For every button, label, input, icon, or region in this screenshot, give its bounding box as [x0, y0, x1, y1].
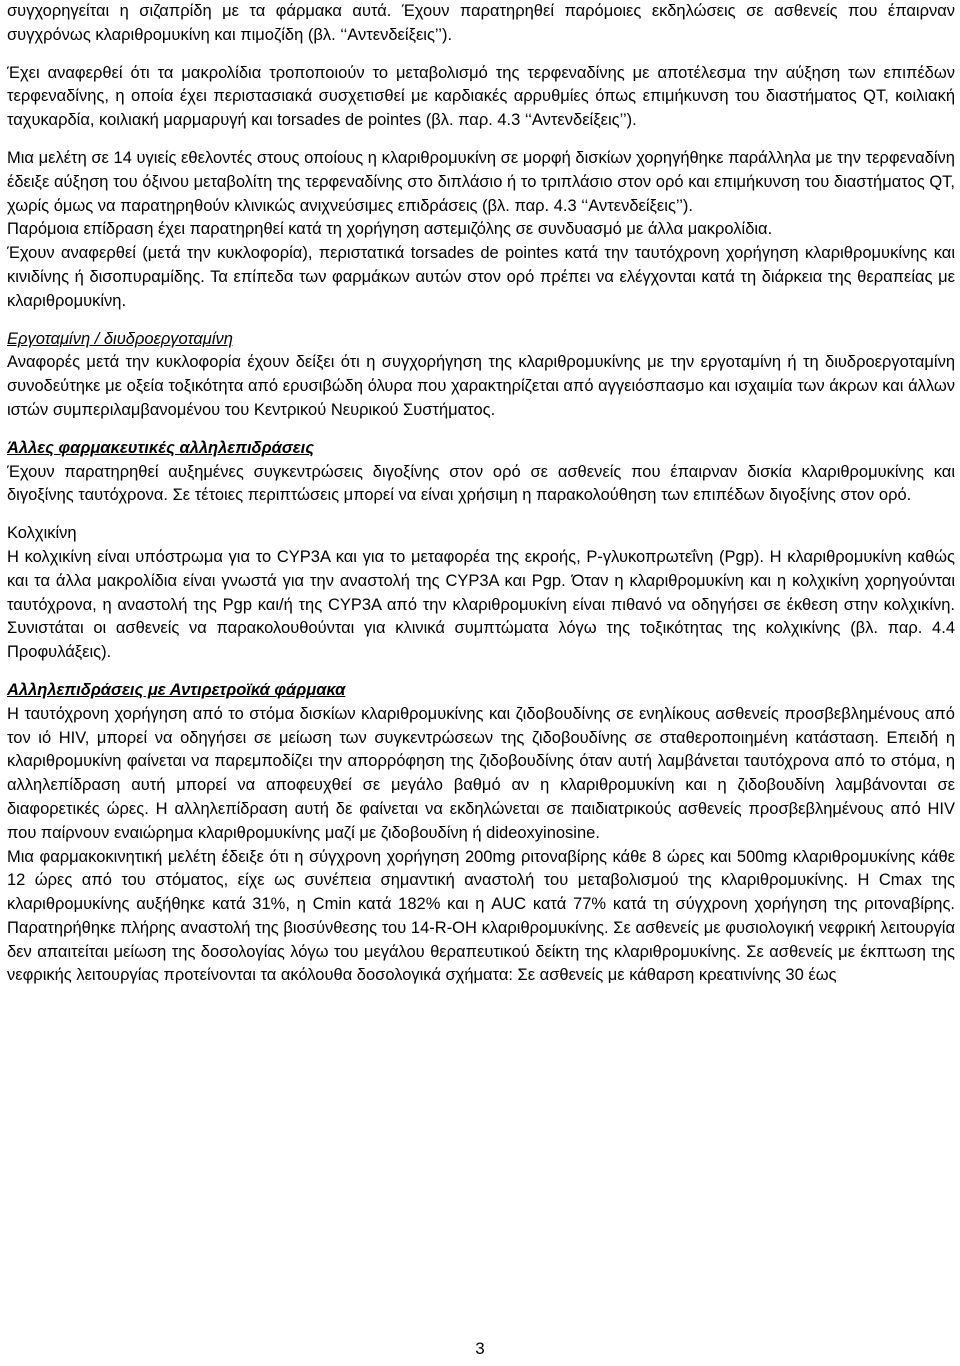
paragraph-cisapride-pimozide: συγχορηγείται η σιζαπρίδη με τα φάρμακα αυτά. Έχουν παρατηρηθεί παρόμοιες εκδηλώσεις σε ασθενείς που έπαιρναν συγχρόνως κλαριθρομυκίνη και πιμοζίδη (βλ. ‘‘Αντενδείξεις’’).: [7, 2, 955, 44]
paragraph-ritonavir: Μια φαρμακοκινητική μελέτη έδειξε ότι η σύγχρονη χορήγηση 200mg ριτοναβίρης κάθε 8 ώρες και 500mg κλαριθρομυκίνης κάθε 12 ώρες από του στόματος, είχε ως συνέπεια σημαντική αναστολή του μεταβολισμού της κλαριθρομυκίνης. Η Cmax της κλαριθρομυκίνης αυξήθηκε κατά 31%, η Cmin κατά 182% και η AUC κατά 77% κατά τη σύγχρονη χορήγηση της ριτοναβίρης. Παρατηρήθηκε πλήρης αναστολή της βιοσύνθεσης του 14-R-OH κλαριθρομυκίνης. Σε ασθενείς με φυσιολογική νεφρική λειτουργία δεν απαιτείται μείωση της δοσολογίας λόγω του μεγάλου θεραπευτικού δείκτη της κλαριθρομυκίνης. Σε ασθενείς με έκπτωση της νεφρικής λειτουργίας προτείνονται τα ακόλουθα δοσολογικά σχήματα: Σε ασθενείς με κάθαρση κρεατινίνης 30 έως: [7, 847, 955, 985]
paragraph-quinidine-disopyramide: Έχουν αναφερθεί (μετά την κυκλοφορία), περιστατικά torsades de pointes κατά την ταυτόχρονη χορήγηση κλαριθρομυκίνης και κινιδίνης ή δισοπυραμίδης. Τα επίπεδα των φαρμάκων αυτών στον ορό πρέπει να ελέγχονται κατά τη διάρκεια της θεραπείας με κλαριθρομυκίνη.: [7, 244, 955, 310]
paragraph-terfenadine-study: Μια μελέτη σε 14 υγιείς εθελοντές στους οποίους η κλαριθρομυκίνη σε μορφή δισκίων χορηγήθηκε παράλληλα με την τερφεναδίνη έδειξε αύξηση του όξινου μεταβολίτη της τερφεναδίνης στο διπλάσιο ή το τριπλάσιο στον ορό και επιμήκυνση του διαστήματος QT, χωρίς όμως να παρατηρηθούν κλινικώς ανιχνεύσιμες επιδράσεις (βλ. παρ. 4.3 ‘‘Αντενδείξεις’’).: [7, 148, 955, 215]
paragraph-zidovudine: Η ταυτόχρονη χορήγηση από το στόμα δισκίων κλαριθρομυκίνης και ζιδοβουδίνης σε ενηλίκους ασθενείς προσβεβλημένους από τον ιό HIV, μπορεί να οδηγήσει σε μείωση των συγκεντρώσεων της ζιδοβουδίνης σε σταθεροποιημένη κατάσταση. Επειδή η κλαριθρομυκίνη φαίνεται να παρεμποδίζει την απορρόφηση της ζιδοβουδίνης όταν αυτή λαμβάνεται ταυτόχρονα από το στόμα, η αλληλεπίδραση αυτή μπορεί να αποφευχθεί σε μεγάλο βαθμό αν η κλαριθρομυκίνη και η ζιδοβουδίνη λαμβάνονται σε διαφορετικές ώρες. Η αλληλεπίδραση αυτή δε φαίνεται να εκδηλώνεται σε παιδιατρικούς ασθενείς προσβεβλημένους από HIV που παίρνουν εναιώρημα κλαριθρομυκίνης μαζί με ζιδοβουδίνη ή dideoxyinosine.: [7, 704, 955, 842]
document-page: [7, 0, 955, 988]
paragraph-gap: [7, 665, 955, 679]
paragraph-terfenadine-macrolides: Έχει αναφερθεί ότι τα μακρολίδια τροποποιούν το μεταβολισμό της τερφεναδίνης με αποτέλεσμα την αύξηση των επιπέδων τερφεναδίνης, η οποία έχει περιστασιακά συσχετισθεί με καρδιακές αρρυθμίες όπως επιμήκυνση του διαστήματος QT, κοιλιακή ταχυκαρδία, κοιλιακή μαρμαρυγή και torsades de pointes (βλ. παρ. 4.3 ‘‘Αντενδείξεις’’).: [7, 63, 955, 130]
paragraph-gap: [7, 48, 955, 62]
paragraph-digoxin: Έχουν παρατηρηθεί αυξημένες συγκεντρώσεις διγοξίνης στον ορό σε ασθενείς που έπαιρναν δισκία κλαριθρομυκίνης και διγοξίνης ταυτόχρονα. Σε τέτοιες περιπτώσεις μπορεί να είναι χρήσιμη η παρακολούθηση των επιπέδων διγοξίνης στον ορό.: [7, 462, 955, 505]
paragraph-colchicine: Η κολχικίνη είναι υπόστρωμα για το CYP3A και για το μεταφορέα της εκροής, P-γλυκοπρωτεΐνη (Pgp). Η κλαριθρομυκίνη καθώς και τα άλλα μακρολίδια είναι γνωστά για την αναστολή της CYP3A και Pgp. Όταν η κλαριθρομυκίνη και η κολχικίνη χορηγούνται ταυτόχρονα, η αναστολή της Pgp και/ή της CYP3A από την κλαριθρομυκίνη είναι πιθανό να οδηγήσει σε έκθεση στην κολχικίνη. Συνιστάται οι ασθενείς να παρακολουθούνται για κλινικά συμπτώματα λόγω της τοξικότητας της κολχικίνης (βλ. παρ. 4.4 Προφυλάξεις).: [7, 547, 955, 662]
section-heading-other-interactions: Άλλες φαρμακευτικές αλληλεπιδράσεις: [7, 438, 315, 457]
section-heading-colchicine: Κολχικίνη: [7, 524, 77, 543]
paragraph-gap: [7, 508, 955, 522]
paragraph-gap: [7, 314, 955, 328]
paragraph-gap: [7, 423, 955, 437]
paragraph-ergotamine: Αναφορές μετά την κυκλοφορία έχουν δείξει ότι η συγχορήγηση της κλαριθρομυκίνης με την εργοταμίνη ή τη διυδροεργοταμίνη συνοδεύτηκε με οξεία τοξικότητα από ερυσιβώδη όλυρα που χαρακτηρίζεται από αγγειόσπασμο και ισχαιμία των άκρων και άλλων ιστών συμπεριλαμβανομένου του Κεντρικού Νευρικού Συστήματος.: [7, 353, 955, 419]
section-heading-antiretroviral: Αλληλεπιδράσεις με Αντιρετροϊκά φάρμακα: [7, 680, 346, 699]
page-number: 3: [475, 1339, 485, 1358]
paragraph-gap: [7, 133, 955, 147]
section-heading-ergotamine: Εργοταμίνη / διυδροεργοταμίνη: [7, 329, 233, 348]
paragraph-astemizole: Παρόμοια επίδραση έχει παρατηρηθεί κατά τη χορήγηση αστεμιζόλης σε συνδυασμό με άλλα μακρολίδια.: [7, 220, 773, 239]
